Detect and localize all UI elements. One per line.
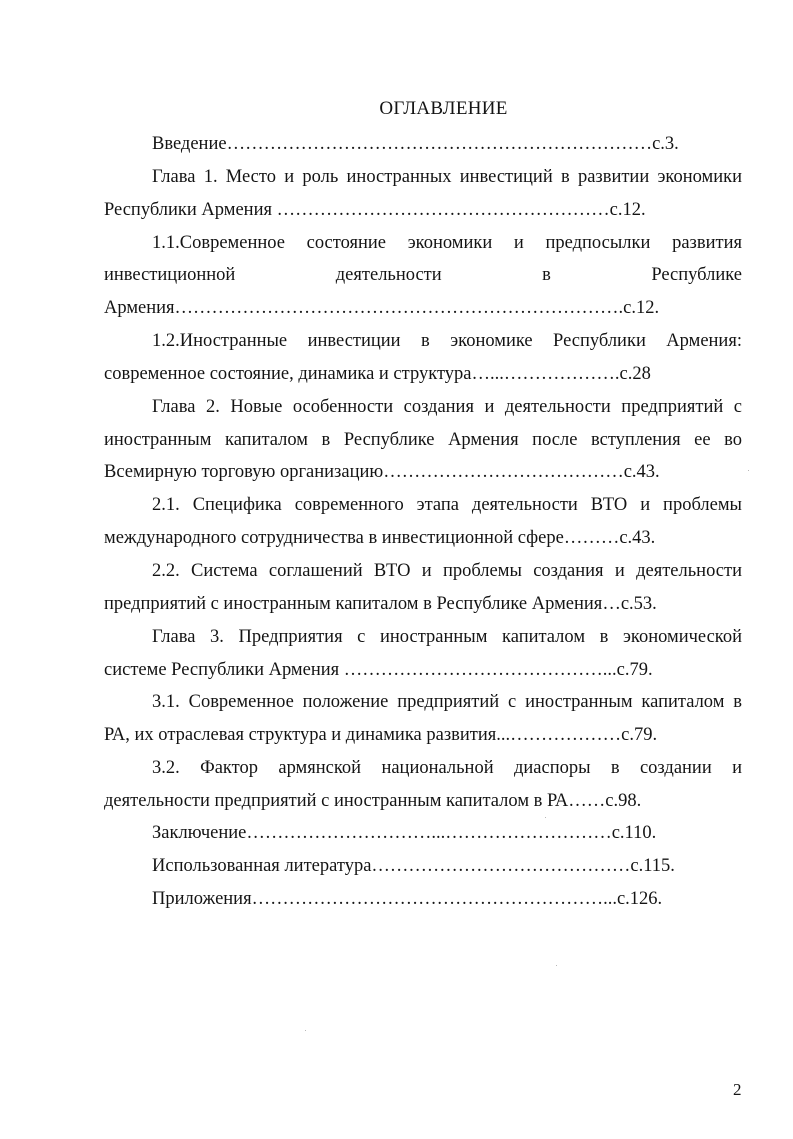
scan-speck [545,817,546,818]
toc-entry-chapter-2-end: Всемирную торговую организацию…………………………………с.43. [104,462,660,482]
toc-entry-section-1-2-cont: современное состояние, динамика и структура…...……………….с.28 [104,364,651,384]
toc-entry-chapter-1-cont: Республики Армения ………………………………………………с.12. [104,200,646,220]
toc-entry-section-2-1-cont: международного сотрудничества в инвестиционной сфере………с.43. [104,528,656,548]
toc-entry-section-1-1: 1.1.Современное состояние экономики и предпосылки развития [152,233,742,253]
toc-entry-chapter-2: Глава 2. Новые особенности создания и деятельности предприятий с [152,397,742,417]
toc-entry-introduction: Введение……………………………………………………………с.3. [152,134,679,154]
page-title: ОГЛАВЛЕНИЕ [379,98,508,119]
toc-entry-section-3-2: 3.2. Фактор армянской национальной диаспоры в создании и [152,758,742,778]
page-number: 2 [733,1080,742,1099]
toc-entry-conclusion: Заключение…………………………...………………………с.110. [152,823,657,843]
toc-entry-chapter-3-cont: системе Республики Армения ……………………………………...с.79. [104,660,653,680]
toc-entry-section-2-1: 2.1. Специфика современного этапа деятельности ВТО и проблемы [152,495,742,515]
scan-speck [305,1030,306,1031]
toc-entry-section-2-2-cont: предприятий с иностранным капиталом в Республике Армения…с.53. [104,594,657,614]
toc-entry-chapter-2-cont: иностранным капиталом в Республике Армения после вступления ее во [104,430,742,450]
toc-entry-section-2-2: 2.2. Система соглашений ВТО и проблемы создания и деятельности [152,561,742,581]
toc-entry-section-1-1-cont: инвестиционной деятельности в Республике [104,265,742,285]
toc-entry-section-3-1: 3.1. Современное положение предприятий с иностранным капиталом в [152,692,742,712]
toc-entry-appendices: Приложения…………………………………………………...с.126. [152,889,663,909]
toc-entry-references: Использованная литература……………………………………с.115. [152,856,675,876]
toc-entry-chapter-3: Глава 3. Предприятия с иностранным капиталом в экономической [152,627,742,647]
toc-entry-section-1-2: 1.2.Иностранные инвестиции в экономике Республики Армения: [152,331,742,351]
toc-entry-section-1-1-end: Армения……………………………………………………………….с.12. [104,298,660,318]
scan-speck [556,965,557,966]
toc-entry-section-3-2-cont: деятельности предприятий с иностранным капиталом в РА……с.98. [104,791,642,811]
toc-entry-chapter-1: Глава 1. Место и роль иностранных инвестиций в развитии экономики [152,167,742,187]
scan-speck [748,470,749,471]
toc-entry-section-3-1-cont: РА, их отраслевая структура и динамика развития...………………с.79. [104,725,658,745]
